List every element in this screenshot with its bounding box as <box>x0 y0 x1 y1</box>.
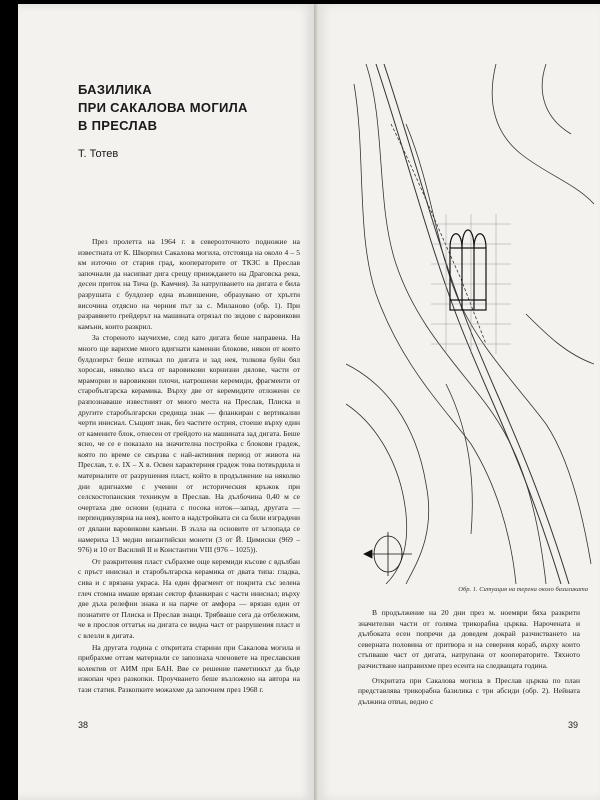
title-line: В ПРЕСЛАВ <box>78 118 158 133</box>
orientation-symbol <box>364 532 412 576</box>
left-text-column <box>78 237 300 696</box>
paragraph: За стореното научихме, след като дигата беше направена. На много ще варихме много вдигнати каменни блокове, някои от които булдозерът беше изтикал по дигата и зад нея, толкова буйн бял хоросан, няколко къса от варовикови корнизни дялове, части от мраморни и варовикови плочи, натрошени керемиди, фрагменти от старобългарска керамика. Върху две от керемидите отложени се разпознаваше известният от много места на Преслав, Плиска и другите старобългарски средища знак — фланкиран с вертикални черти инисиал. Същият знак, без частите острия, стоеше върху един от камените блок, отнесен от грейдото на машината зад дигата. Беше ясно, че се е показало на значителна постройка с блокови градеж, която по време се свързва с най-активния период от живота на Преслав, т. е. IX – X в. Освен характерния градеж това потвърдила и материалите от разрушения пласт, който в продължение на няколко дни вдигнахме с учении от историческия кръжок при селскостопанския техникум в Преслав. На дълбочина 0,40 м се очертаха две основи (едната с посока изток—запад, другата — перпендикулярна на нея), които в надстройката си са били изградени от дялани варовикови камъни. В зъзла на основите от ъглопада се намериха 13 медни византийски монети (3 от Й. Цимиски (969 – 976) и 10 от Василий II и Константин VIII (976 – 1025)). <box>78 333 300 555</box>
contour-line <box>446 384 472 534</box>
article-title <box>78 81 298 135</box>
contour-line <box>346 364 429 584</box>
title-line: ПРИ САКАЛОВА МОГИЛА <box>78 100 248 115</box>
paragraph: От разкритения пласт събрахме още керемиди късове с вдълбан с пръст инисиал и старобългарска керамика от двата типа: гладка, сива и с врязана украса. На един фрагмент от покрита със зелена глеч стомна имаше врязан сектор фланкиран с части инисиал; върху две дъха релефни знака и на парче от амфора — врязан един от познатите от Плиска и Преслав знаци. Трябваше сега да отбележим, че в прослоя оттатък на дигата се видна част от разрушения пласт и с влезли в дигата. <box>78 556 300 640</box>
site-plan-drawing <box>346 64 594 584</box>
paragraph: Откритата при Сакалова могила в Преслав църква по план представлява трикорабна базилика с три абсиди (обр. 2). Нейната дължина отвън, ведно с <box>358 675 580 706</box>
paragraph: През пролетта на 1964 г. в северозточното подножие на известната от К. Шкорпил Сакалова могила, отстояща на около 4 – 5 км източно от стария град, кооператорите от ТКЗС в Преслав започнали да насипват дига срещу прииждането на Драговска река, десен приток на Тича (р. Камчия). За натрупването на дигата е била разрушата с булдозер една възвишение, образувано от хрълти височина отдясно на черния път за с. Миланово (обр. 1). При разравянето грейдерът на машината отрязал по зидове с варовикови камъни, които разкрил. <box>78 237 300 331</box>
book-spread <box>18 4 600 800</box>
paragraph: На другата година с откритата старини при Сакалова могила и прибрахме оттам материали се запознаха членовете на преславския колектив от АИМ при БАН. Вве се решение паметникът да бъде изкопан чрез разкопки. Проучването беше възложено на автора на тази статия. Разкопките можахме да започнем през 1968 г. <box>78 642 300 694</box>
left-page <box>18 4 314 800</box>
paragraph: В продължение на 20 дни през м. ноември бяха разкрити значителни части от голяма трикорабна църква. Нарочената и дълбоката есен попречи да доведем докрай разчистването на северната половина от притвора и на северния кораб, върху които стъпваше част от дигата, натрупана от кооператорите. Тяхното разчистване направихме през есента на следващата година. <box>358 608 580 670</box>
figure-caption: Обр. 1. Ситуация на терена около базиликата <box>458 586 588 593</box>
right-text-column <box>358 608 580 707</box>
contour-line <box>492 64 594 204</box>
title-line: БАЗИЛИКА <box>78 82 152 97</box>
contour-line <box>346 404 407 584</box>
page-number-right: 39 <box>567 720 578 730</box>
page-number-left: 38 <box>78 720 89 730</box>
author-name: Т. Тотев <box>78 148 119 160</box>
contour-line <box>542 64 571 134</box>
contour-line <box>354 84 516 584</box>
contour-line <box>526 314 594 364</box>
right-page <box>318 4 600 800</box>
